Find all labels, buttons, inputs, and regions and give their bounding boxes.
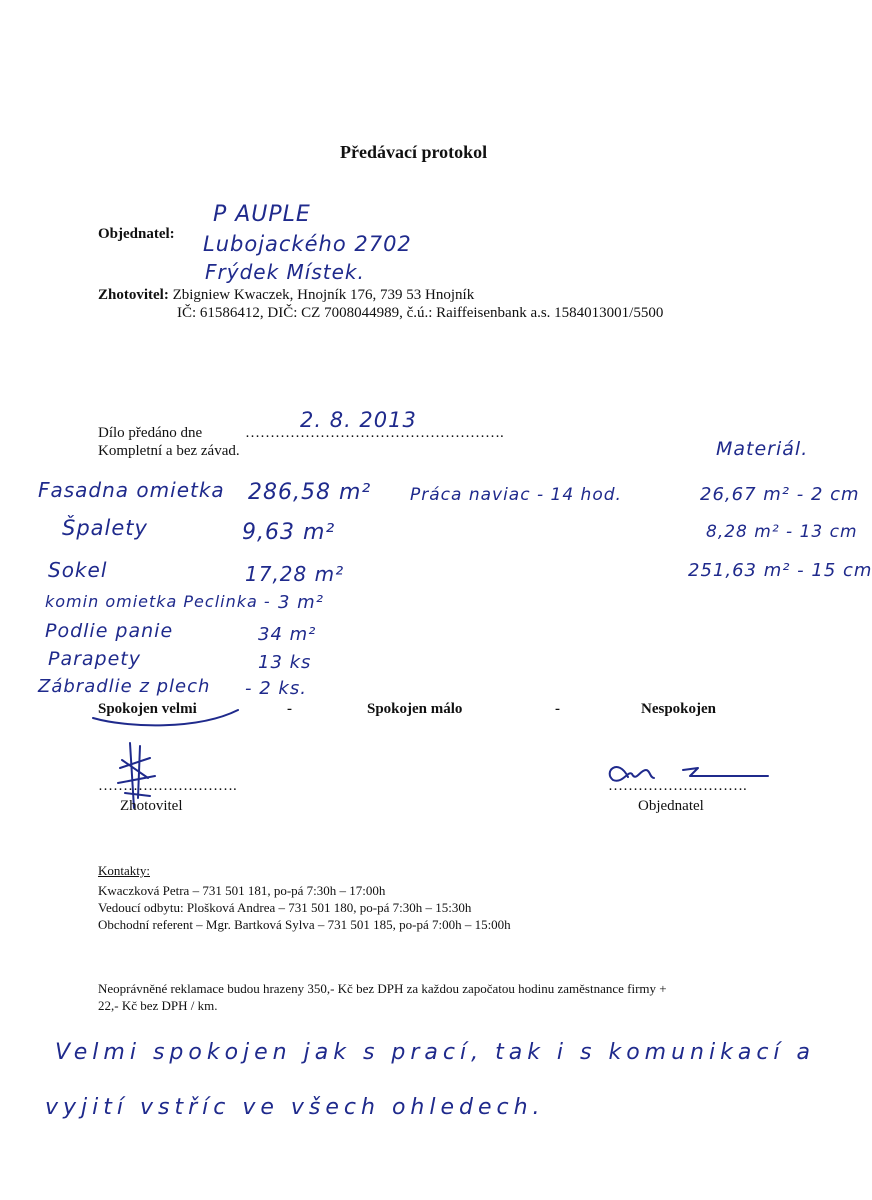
satisfaction-circle-mark <box>88 696 248 736</box>
contact-line: Vedoucí odbytu: Plošková Andrea – 731 501 180, po-pá 7:30h – 15:30h <box>98 900 472 915</box>
material-item: 26,67 m² - 2 cm <box>700 484 860 505</box>
work-item-name: Zábradlie z plech <box>38 676 211 697</box>
handover-dots: ……………………………………………. <box>245 425 504 441</box>
contractor-label: Zhotovitel: <box>98 287 169 303</box>
satisfaction-option-none: Nespokojen <box>641 701 717 717</box>
document-title: Předávací protokol <box>340 142 488 162</box>
material-item: 8,28 m² - 13 cm <box>706 522 858 542</box>
contacts-heading: Kontakty: <box>98 863 150 878</box>
notice-line1: Neoprávněné reklamace budou hrazeny 350,- Kč bez DPH za každou započatou hodinu zaměstnance firmy + <box>98 981 667 996</box>
work-item-value: 13 ks <box>258 652 312 673</box>
customer-city: Frýdek Místek. <box>205 260 365 284</box>
satisfaction-option-little: Spokojen málo <box>367 701 463 717</box>
notice-line2: 22,- Kč bez DPH / km. <box>98 998 218 1013</box>
work-item-name: Fasadna omietka <box>38 478 225 502</box>
contractor-signature-dots: ………………………. <box>98 778 237 794</box>
extra-work: Práca naviac - 14 hod. <box>410 485 622 505</box>
work-item-value: 9,63 m² <box>242 520 336 545</box>
comment-line1: Velmi spokojen jak s prací, tak i s komunikací a <box>55 1040 816 1065</box>
handover-complete: Kompletní a bez závad. <box>98 443 240 459</box>
comment-line2: vyjití vstříc ve všech ohledech. <box>45 1095 545 1120</box>
work-item-name: Špalety <box>62 516 148 540</box>
contact-line: Obchodní referent – Mgr. Bartková Sylva – 731 501 185, po-pá 7:00h – 15:00h <box>98 917 511 932</box>
contractor-line2: IČ: 61586412, DIČ: CZ 7008044989, č.ú.: Raiffeisenbank a.s. 1584013001/5500 <box>177 305 664 321</box>
work-item-value: 286,58 m² <box>248 480 372 505</box>
satisfaction-separator: - <box>287 701 292 717</box>
work-item-name: Sokel <box>48 558 108 582</box>
work-item-name: komin omietka Peclinka - <box>45 592 271 611</box>
customer-name: P AUPLE <box>213 202 311 227</box>
contractor-signature-label: Zhotovitel <box>120 798 183 814</box>
handover-label: Dílo předáno dne <box>98 425 203 441</box>
contractor-line1 <box>98 287 474 304</box>
work-item-name: Podlie panie <box>45 620 174 642</box>
customer-signature-label: Objednatel <box>638 798 704 814</box>
satisfaction-option-very: Spokojen velmi <box>98 701 197 717</box>
work-item-name: Parapety <box>48 648 141 670</box>
customer-signature-dots: ………………………. <box>608 778 747 794</box>
material-item: 251,63 m² - 15 cm <box>688 560 872 581</box>
work-item-value: 17,28 m² <box>245 562 345 586</box>
contractor-address: Zbigniew Kwaczek, Hnojník 176, 739 53 Hnojník <box>172 287 475 303</box>
material-header: Materiál. <box>716 438 809 460</box>
handover-date: 2. 8. 2013 <box>300 408 417 432</box>
customer-street: Lubojackého 2702 <box>203 232 412 256</box>
work-item-value: 3 m² <box>278 592 324 613</box>
work-item-value: 34 m² <box>258 624 317 645</box>
customer-label: Objednatel: <box>98 226 175 242</box>
work-item-value: - 2 ks. <box>245 678 307 699</box>
contact-line: Kwaczková Petra – 731 501 181, po-pá 7:30h – 17:00h <box>98 883 386 898</box>
satisfaction-separator: - <box>555 701 560 717</box>
